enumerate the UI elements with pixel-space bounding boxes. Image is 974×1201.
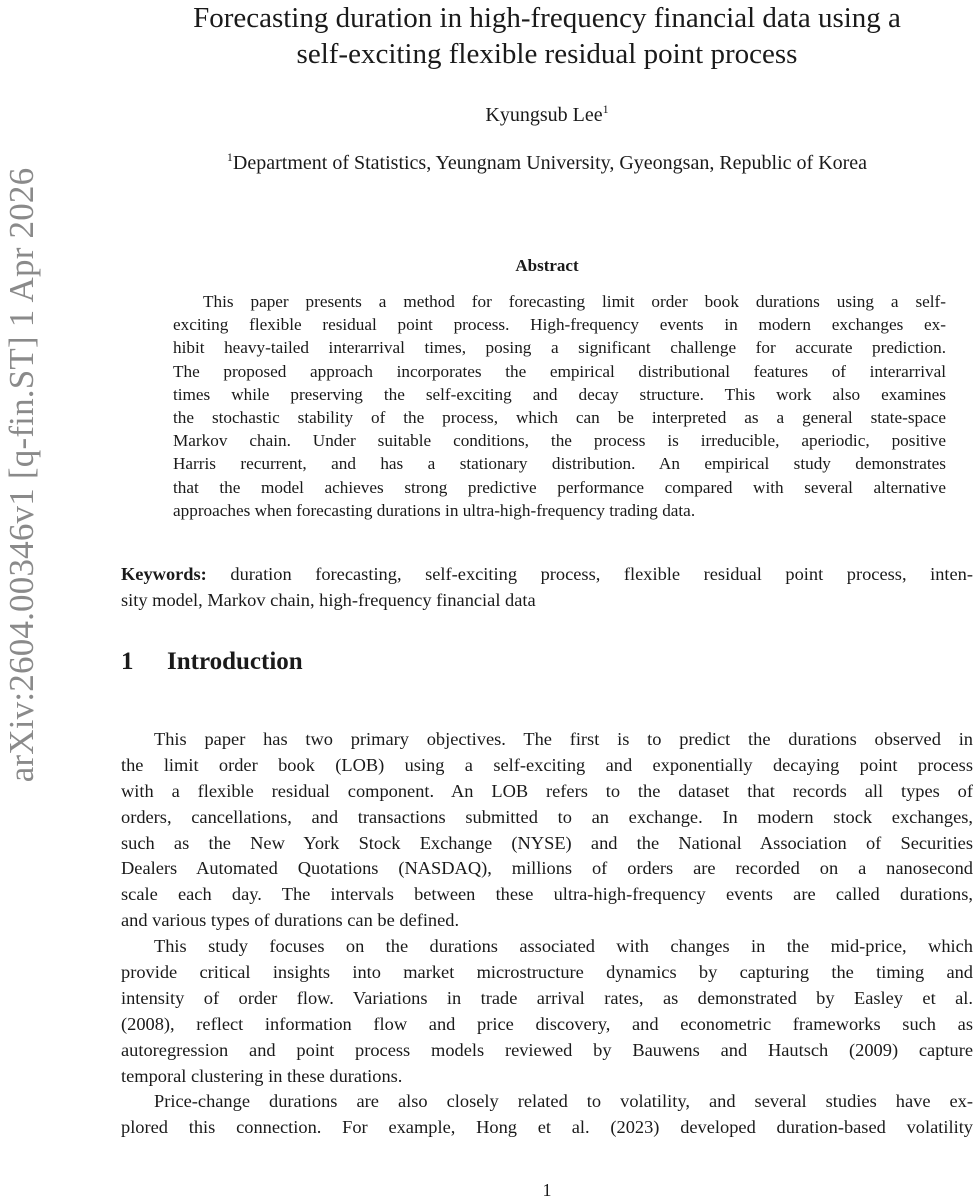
abstract-line: approaches when forecasting durations in ultra-high-frequency trading data. (173, 500, 696, 520)
body-line: with a flexible residual component. An LOB refers to the dataset that records all types of (121, 780, 973, 801)
author-name: Kyungsub Lee (485, 104, 603, 126)
title-line-2: self-exciting flexible residual point process (296, 38, 798, 70)
body-line: intensity of order flow. Variations in trade arrival rates, as demonstrated by Easley et al. (121, 987, 973, 1008)
body-line: the limit order book (LOB) using a self-exciting and exponentially decaying point process (121, 754, 973, 775)
body-line: and various types of durations can be defined. (121, 910, 460, 931)
abstract-line: hibit heavy-tailed interarrival times, posing a significant challenge for accurate prediction. (173, 338, 946, 358)
abstract-line: that the model achieves strong predictive performance compared with several alternative (173, 477, 946, 497)
section-heading (121, 648, 303, 676)
body-line: autoregression and point process models reviewed by Bauwens and Hautsch (2009) capture (121, 1039, 973, 1060)
abstract-body (173, 290, 946, 522)
affiliation-text: Department of Statistics, Yeungnam University, Gyeongsan, Republic of Korea (232, 152, 868, 174)
body-line: (2008), reflect information flow and price discovery, and econometric frameworks such as (121, 1013, 973, 1034)
body-line: scale each day. The intervals between these ultra-high-frequency events are called durations, (121, 884, 973, 905)
abstract-line: exciting flexible residual point process. High-frequency events in modern exchanges ex- (173, 315, 946, 335)
keywords-label: Keywords: (121, 564, 207, 584)
body-line: Dealers Automated Quotations (NASDAQ), millions of orders are recorded on a nanosecond (121, 858, 973, 879)
keywords-line-2: sity model, Markov chain, high-frequency financial data (121, 589, 536, 610)
abstract-line: Harris recurrent, and has a stationary distribution. An empirical study demonstrates (173, 454, 946, 474)
abstract-heading: Abstract (515, 256, 579, 275)
body-line: such as the New York Stock Exchange (NYSE) and the National Association of Securities (121, 832, 973, 853)
body-line: This paper has two primary objectives. The first is to predict the durations observed in (154, 729, 973, 749)
keywords-text: duration forecasting, self-exciting process, flexible residual point process, inten- (230, 564, 973, 584)
abstract-line: The proposed approach incorporates the empirical distributional features of interarrival (173, 361, 946, 381)
body-line: orders, cancellations, and transactions submitted to an exchange. In modern stock exchanges, (121, 806, 973, 827)
section-title: Introduction (167, 648, 303, 675)
body-line: This study focuses on the durations associated with changes in the mid-price, which (154, 936, 973, 957)
body-line: plored this connection. For example, Hong et al. (2023) developed duration-based volatility (121, 1117, 973, 1138)
page-number: 1 (542, 1180, 552, 1200)
keywords-line-1 (121, 562, 973, 588)
abstract-line: This paper presents a method for forecasting limit order book durations using a self- (203, 292, 946, 311)
paper-title (120, 0, 974, 72)
introduction-body (121, 727, 973, 1141)
abstract-line: the stochastic stability of the process, which can be interpreted as a general state-space (173, 407, 946, 427)
arxiv-identifier-text: arXiv:2604.00346v1 [q-fin.ST] 1 Apr 2026 (2, 167, 41, 783)
abstract-line: Markov chain. Under suitable conditions, the process is irreducible, aperiodic, positive (173, 431, 946, 451)
body-line: Price-change durations are also closely related to volatility, and several studies have ex- (154, 1091, 973, 1112)
affiliation (120, 152, 974, 175)
body-line: provide critical insights into market microstructure dynamics by capturing the timing and (121, 962, 973, 983)
arxiv-identifier-stamp (0, 0, 44, 1200)
title-line-1: Forecasting duration in high-frequency financial data using a (193, 2, 901, 34)
abstract-line: times while preserving the self-exciting and decay structure. This work also examines (173, 384, 946, 404)
body-line: temporal clustering in these durations. (121, 1065, 403, 1086)
section-number: 1 (121, 648, 134, 675)
author (120, 104, 974, 127)
keywords (121, 562, 973, 613)
affiliation-mark: 1 (226, 150, 233, 164)
author-affiliation-mark: 1 (602, 102, 609, 116)
